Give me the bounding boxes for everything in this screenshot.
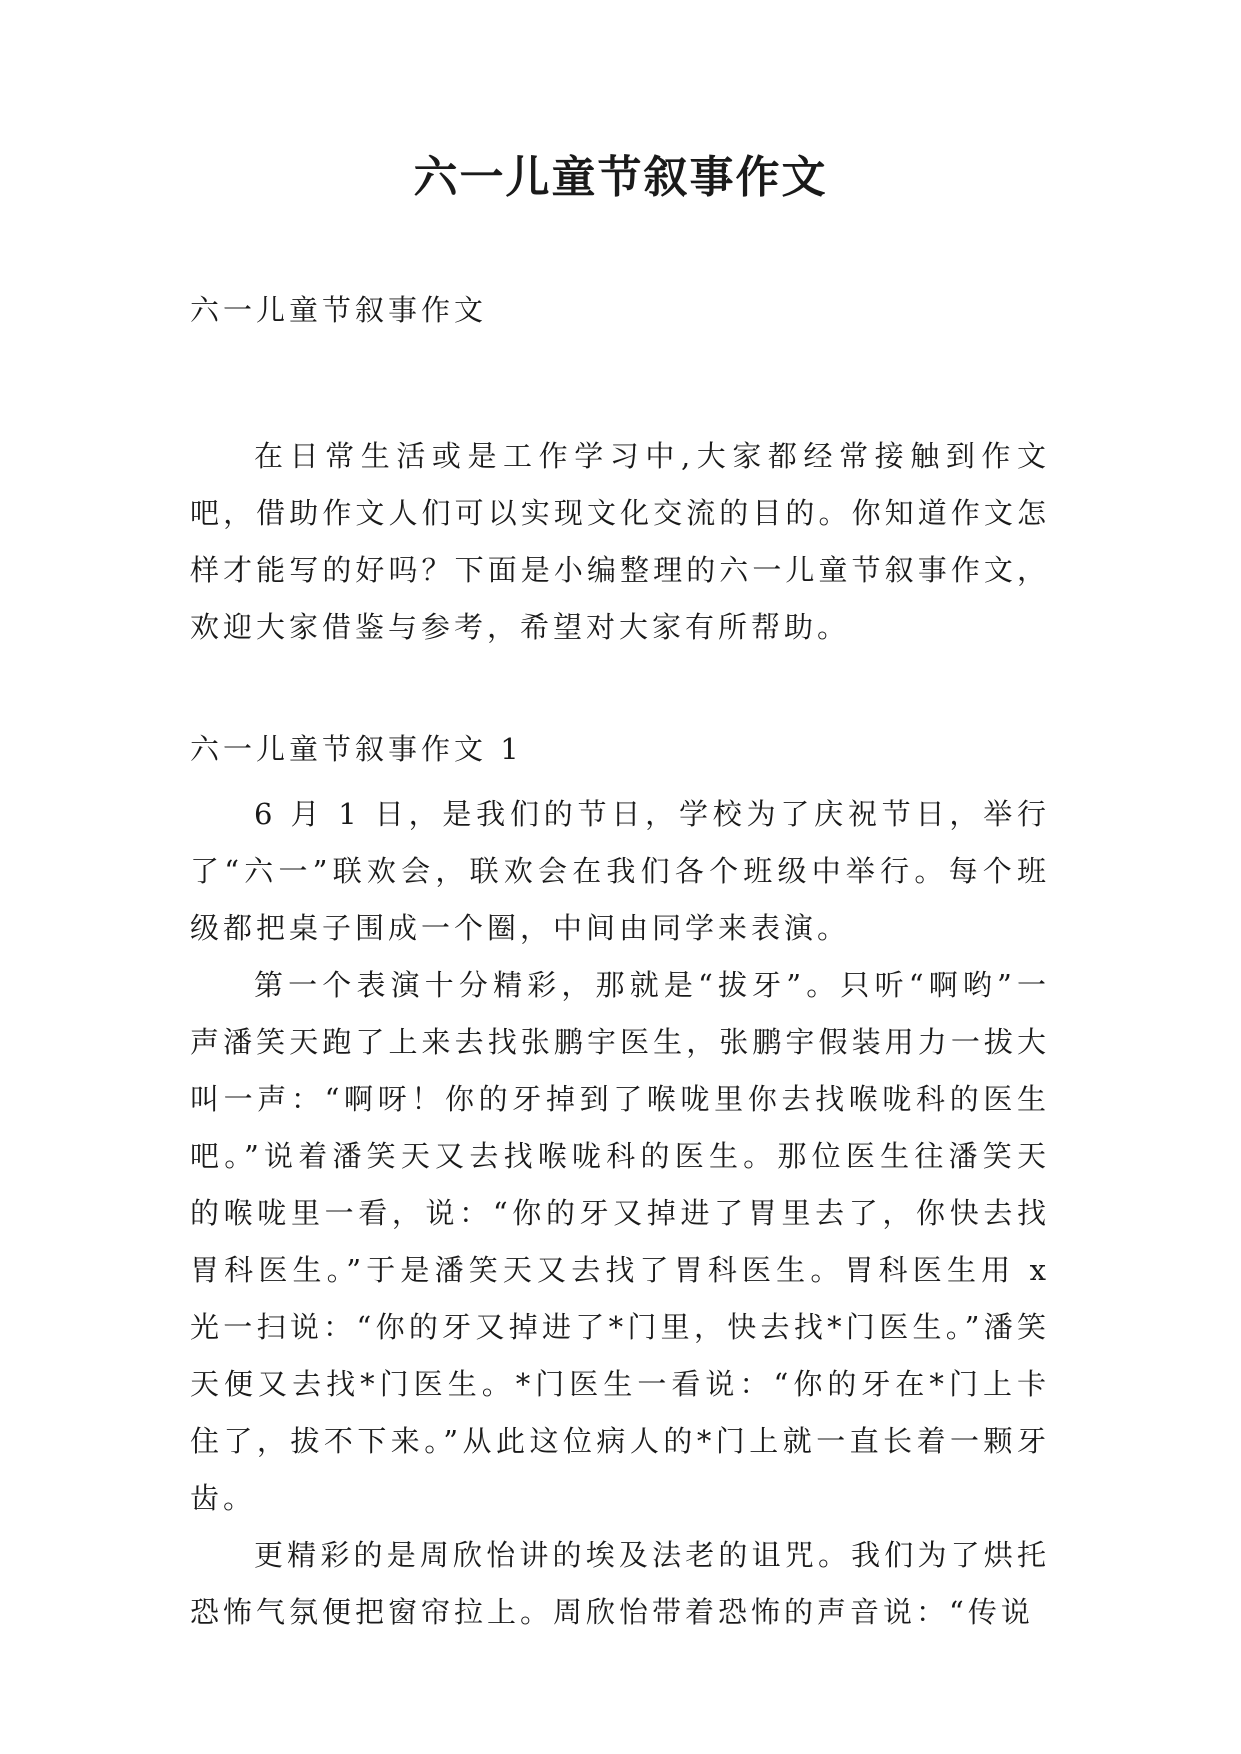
document-subtitle: 六一儿童节叙事作文 (190, 293, 488, 327)
body-paragraph: 第一个表演十分精彩，那就是“拔牙”。只听“啊哟”一声潘笑天跑了上来去找张鹏宇医生，张鹏宇假装用力一拔大叫一声：“啊呀！你的牙掉到了喉咙里你去找喉咙科的医生吧。”说着潘笑天又去找喉咙科的医生。那位医生往潘笑天的喉咙里一看，说：“你的牙又掉进了胃里去了，你快去找胃科医生。”于是潘笑天又去找了胃科医生。胃科医生用 x 光一扫说：“你的牙又掉进了*门里，快去找*门医生。”潘笑天便又去找*门医生。*门医生一看说：“你的牙在*门上卡住了，拔不下来。”从此这位病人的*门上就一直长着一颗牙齿。 (190, 968, 1050, 1515)
document-title: 六一儿童节叙事作文 (413, 152, 828, 203)
body-paragraph: 更精彩的是周欣怡讲的埃及法老的诅咒。我们为了烘托恐怖气氛便把窗帘拉上。周欣怡带着恐怖的声音说：“传说 (190, 1538, 1050, 1629)
section-title: 六一儿童节叙事作文 1 (190, 732, 523, 766)
document-body (190, 290, 1050, 1641)
body-paragraph: 6 月 1 日，是我们的节日，学校为了庆祝节日，举行了“六一”联欢会，联欢会在我们各个班级中举行。每个班级都把桌子围成一个圈，中间由同学来表演。 (190, 797, 1050, 945)
intro-paragraph: 在日常生活或是工作学习中,大家都经常接触到作文吧，借助作文人们可以实现文化交流的目的。你知道作文怎样才能写的好吗？下面是小编整理的六一儿童节叙事作文，欢迎大家借鉴与参考，希望对大家有所帮助。 (190, 439, 1050, 644)
